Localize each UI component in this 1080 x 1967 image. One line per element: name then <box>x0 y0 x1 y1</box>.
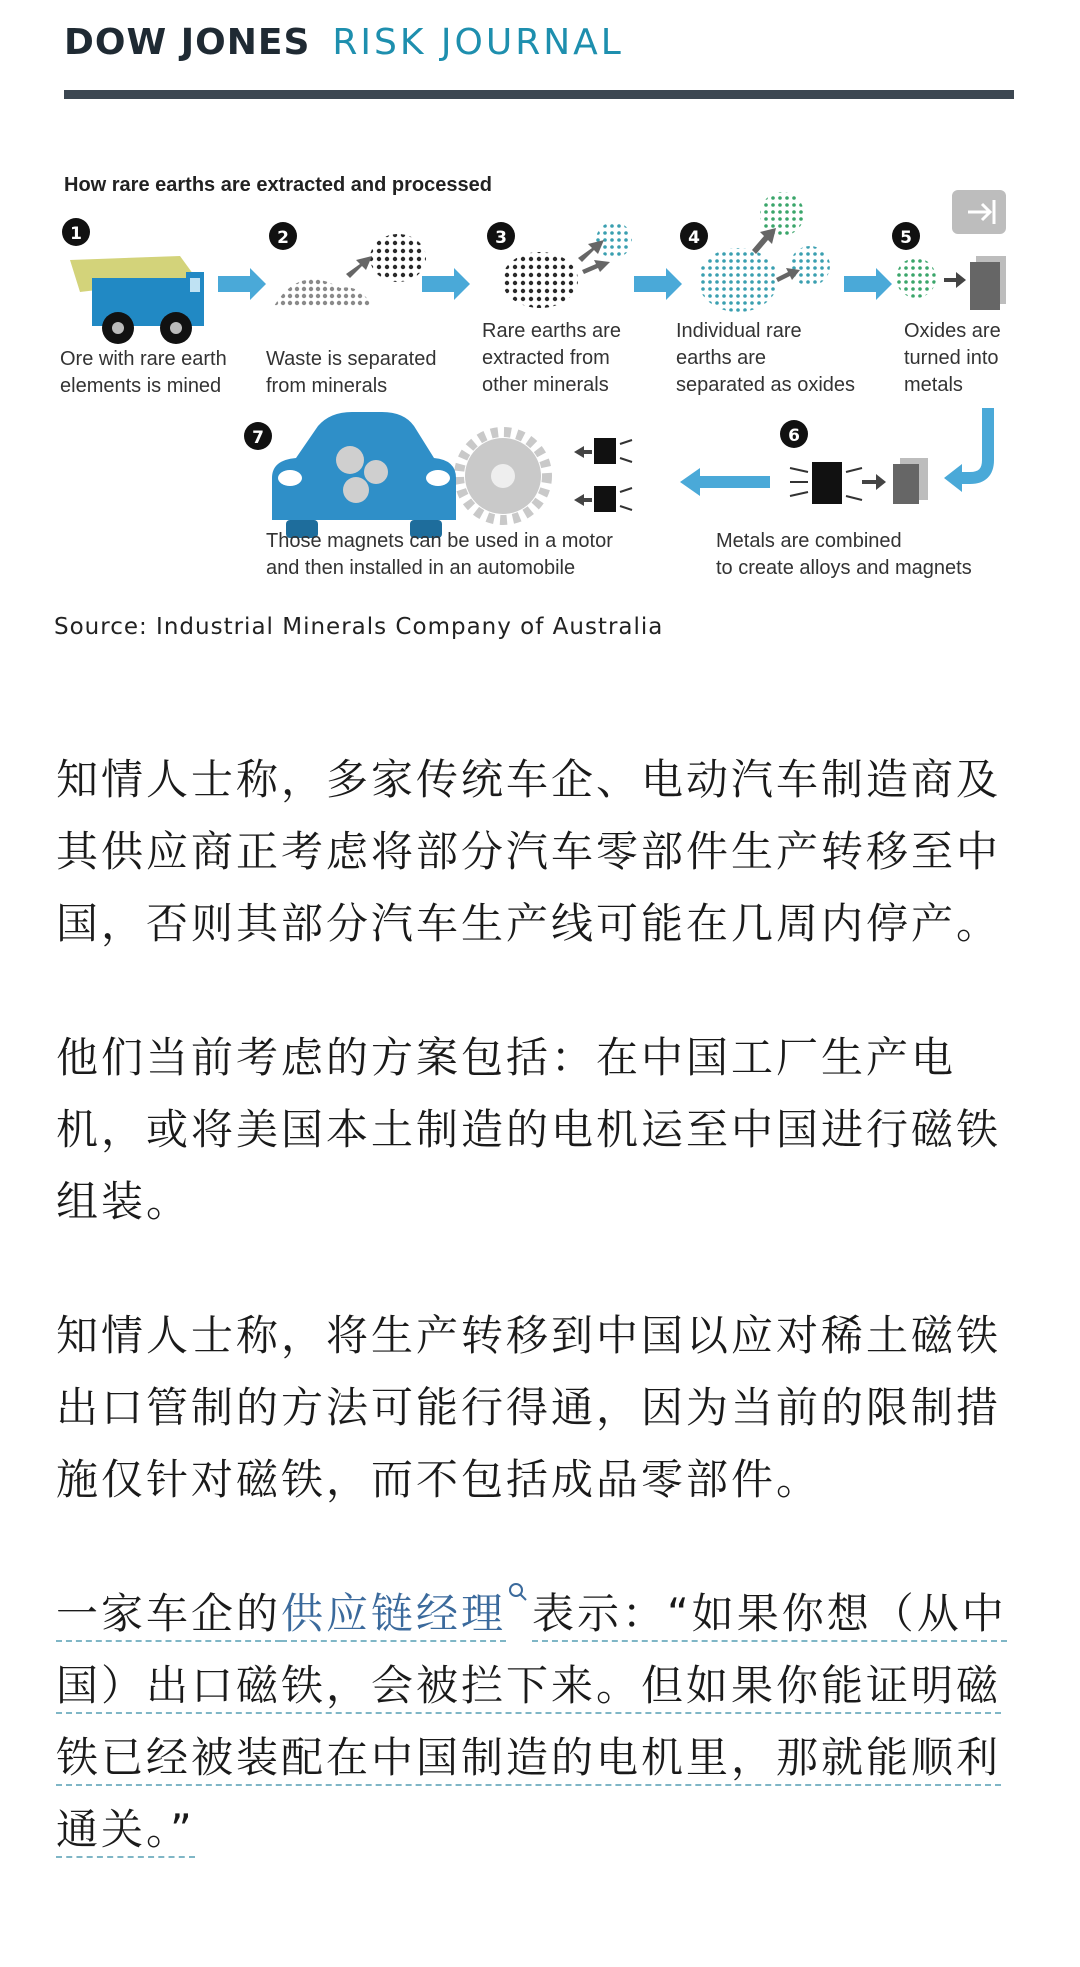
step-number-1: 1 <box>70 224 82 244</box>
step-number-6: 6 <box>788 426 800 446</box>
step-4-caption: Individual rare earths are separated as oxides <box>676 320 856 396</box>
step-number-7: 7 <box>252 428 264 448</box>
supply-chain-manager-link[interactable]: 供应链经理 <box>281 1589 506 1642</box>
step-6-caption: Metals are combined to create alloys and magnets <box>716 530 972 579</box>
article-paragraph-3: 知情人士称，将生产转移到中国以应对稀土磁铁出口管制的方法可能行得通，因为当前的限制措施仅针对磁铁，而不包括成品零部件。 <box>56 1311 1002 1504</box>
infographic-source: Source: Industrial Minerals Company of Australia <box>54 614 664 640</box>
step-2-graphic <box>269 222 426 306</box>
step-1-caption: Ore with rare earth elements is mined <box>60 348 227 397</box>
article-paragraph-4 <box>56 1578 1028 1866</box>
step-2-caption: Waste is separated from minerals <box>266 348 437 397</box>
step-4-graphic <box>680 192 830 312</box>
search-icon[interactable] <box>508 1582 528 1602</box>
masthead <box>64 18 624 66</box>
step-5-graphic <box>892 190 1006 310</box>
car-icon <box>272 412 456 520</box>
article-paragraph-1: 知情人士称，多家传统车企、电动汽车制造商及其供应商正考虑将部分汽车零部件生产转移至中国，否则其部分汽车生产线可能在几周内停产。 <box>56 755 1002 948</box>
infographic-title: How rare earths are extracted and processed <box>64 174 492 196</box>
step-number-4: 4 <box>688 228 700 248</box>
article-paragraph-2: 他们当前考虑的方案包括：在中国工厂生产电机，或将美国本土制造的电机运至中国进行磁铁组装。 <box>56 1033 1002 1226</box>
infographic <box>0 160 1080 600</box>
step-number-2: 2 <box>277 228 289 248</box>
step-7-caption: Those magnets can be used in a motor and then installed in an automobile <box>266 530 613 579</box>
quote-text: 表示：“如果你想（从中国）出口磁铁，会被拦下来。但如果你能证明磁铁已经被装配在中国制造的电机里，那就能顺利通关。” <box>56 1589 1007 1858</box>
step-number-5: 5 <box>900 228 912 248</box>
step-7-graphic <box>244 412 632 538</box>
quote-text-start: 一家车企的 <box>56 1589 281 1642</box>
step-5-caption: Oxides are turned into metals <box>904 320 1001 396</box>
header-rule <box>64 90 1014 99</box>
step-6-graphic <box>780 420 928 504</box>
step-3-caption: Rare earths are extracted from other minerals <box>482 320 621 396</box>
product-name: RISK JOURNAL <box>332 21 624 63</box>
article-body <box>56 744 1028 1928</box>
step-number-3: 3 <box>495 228 507 248</box>
brand-name: DOW JONES <box>64 21 311 63</box>
step-3-graphic <box>487 222 632 308</box>
step-1-graphic <box>62 218 204 344</box>
